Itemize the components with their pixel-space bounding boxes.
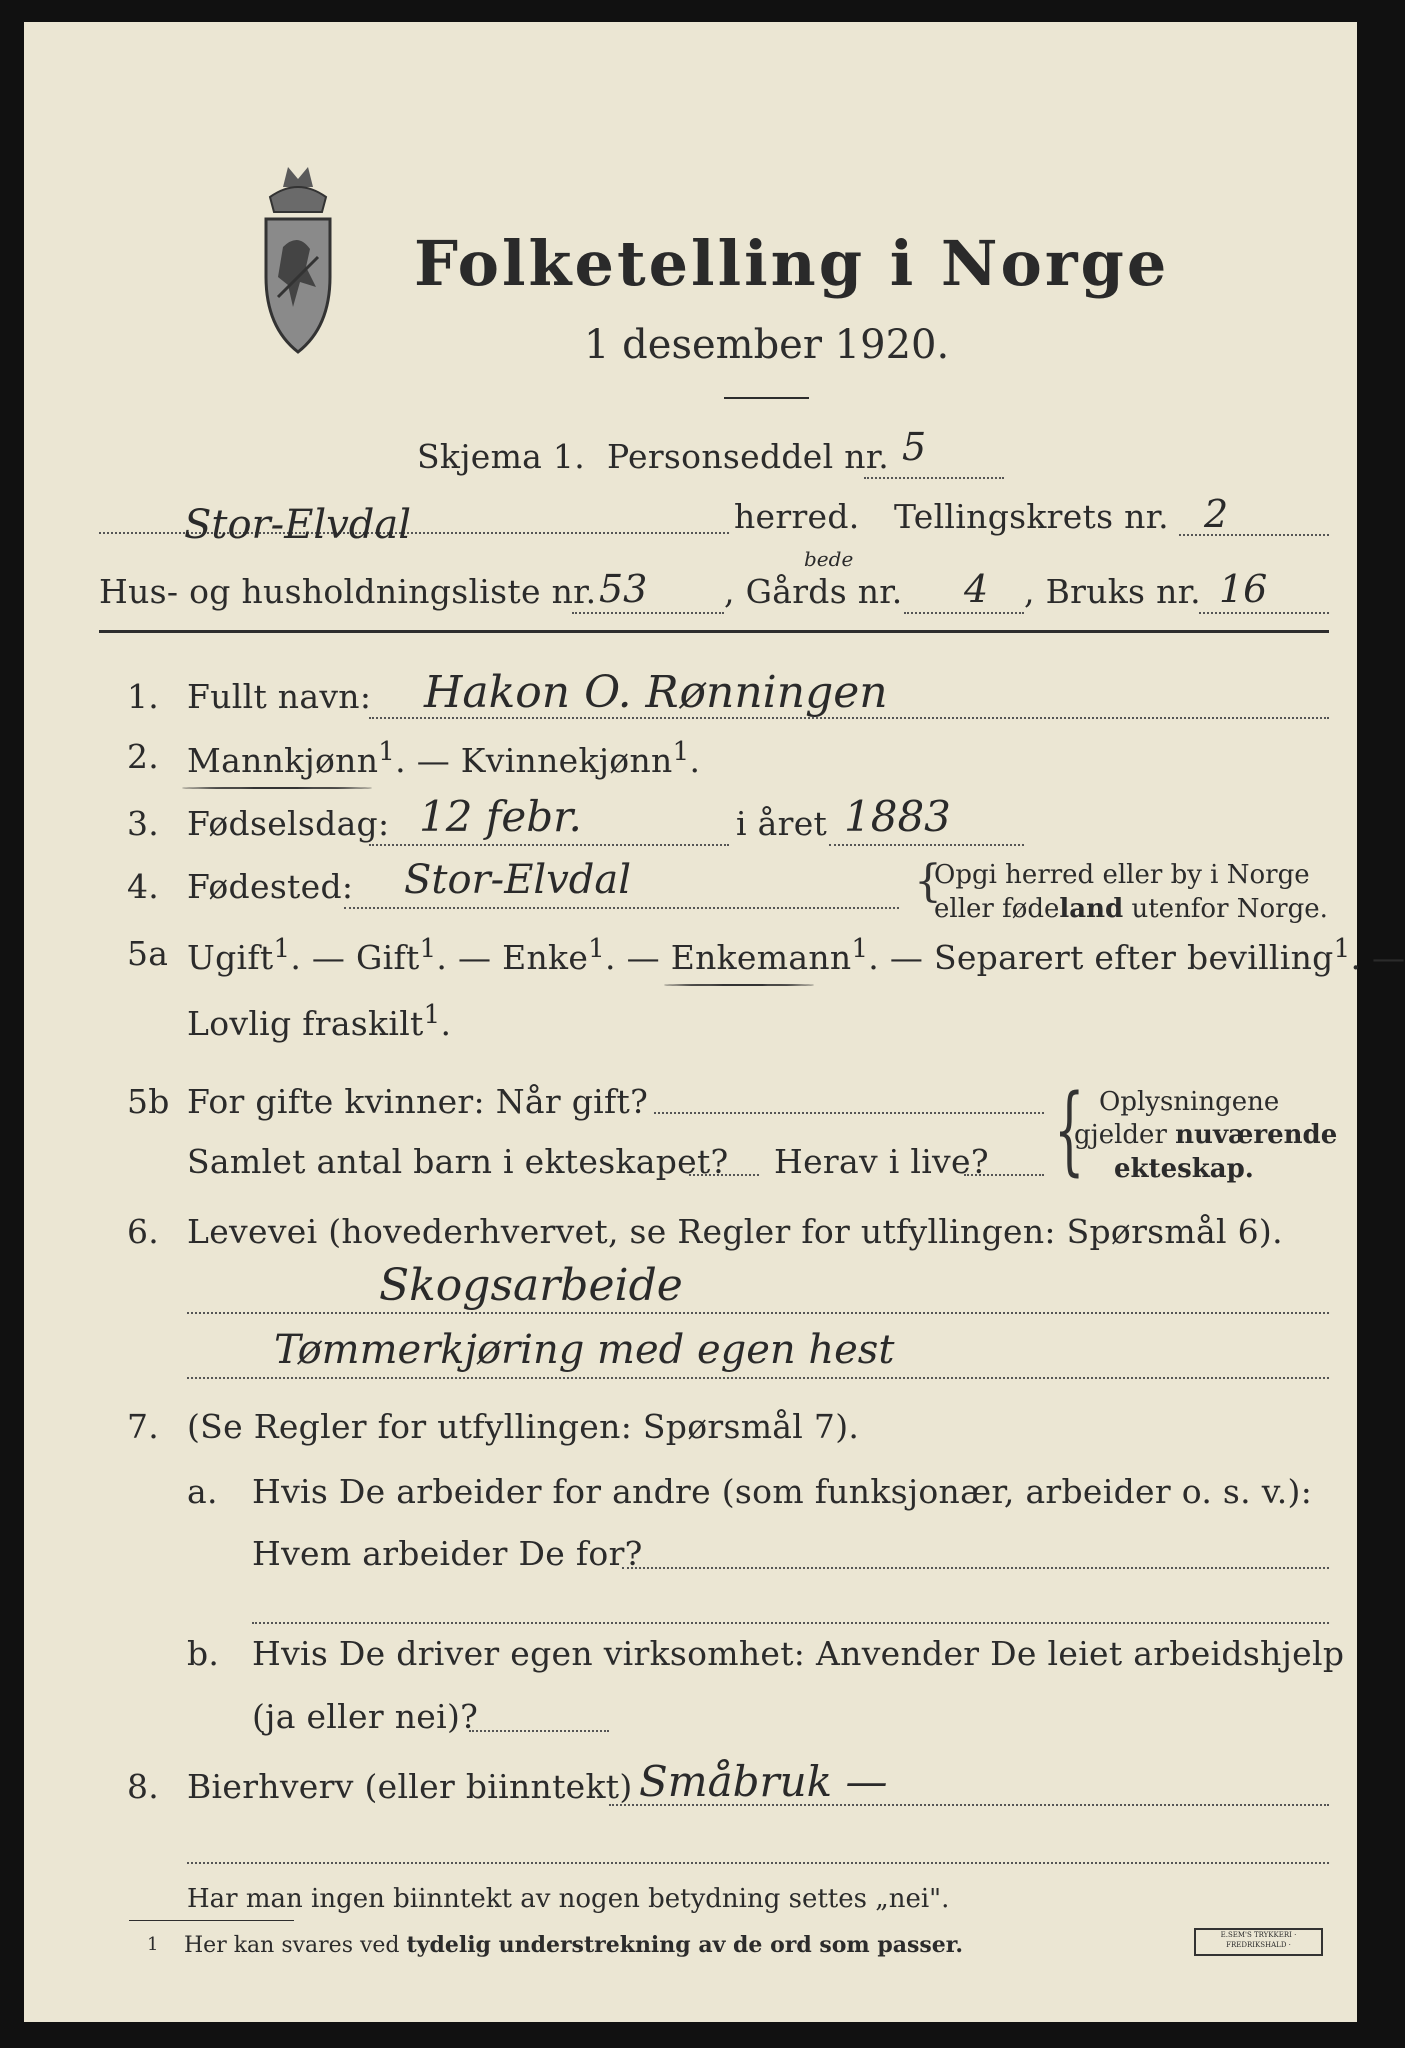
q1-number: 1. — [127, 677, 160, 716]
footnote-mark: 1 — [147, 1934, 159, 1955]
q6-occupation-value2[interactable]: Tømmerkjøring med egen hest — [274, 1327, 895, 1373]
bruks-value[interactable]: 16 — [1219, 567, 1268, 611]
footnote-text: Her kan svares ved tydelig understrekning av de ord som passer. — [184, 1932, 964, 1958]
q5a-marital-line: Ugift$^1$. — Gift$^1$. — Enke$^1$. — Enkemann$^1$. — Separert efter bevilling$^1$. — — [187, 934, 1405, 977]
q7a-line2: Hvem arbeider De for? — [252, 1534, 643, 1573]
q7b-answer-field[interactable] — [469, 1730, 609, 1732]
q5b-alive-field[interactable] — [964, 1174, 1044, 1176]
herred-label: herred. — [734, 497, 860, 536]
q7-label: (Se Regler for utfyllingen: Spørsmål 7). — [187, 1407, 860, 1446]
q3-label: Fødselsdag: — [187, 804, 390, 843]
gards-note: bede — [804, 547, 854, 571]
q7b-line1: Hvis De driver egen virksomhet: Anvender De leiet arbeidshjelp — [252, 1634, 1345, 1673]
personseddel-label: Personseddel nr. — [607, 437, 890, 476]
q2-gender-line: Mannkjønn$^1$. — Kvinnekjønn$^1$. — [187, 737, 701, 780]
gender-female[interactable]: Kvinnekjønn — [460, 741, 673, 780]
q1-label: Fullt navn: — [187, 677, 372, 716]
q7-number: 7. — [127, 1407, 160, 1446]
q8-side-income-value[interactable]: Småbruk — — [639, 1757, 888, 1806]
q4-note-line1: Opgi herred eller by i Norge — [934, 860, 1310, 890]
q5b-label-married-when: For gifte kvinner: Når gift? — [187, 1082, 649, 1121]
q6-label: Levevei (hovederhvervet, se Regler for utfyllingen: Spørsmål 6). — [187, 1212, 1283, 1251]
schema-label: Skjema 1. — [417, 437, 586, 476]
norway-coat-of-arms-icon — [248, 157, 348, 357]
form-date: 1 desember 1920. — [584, 322, 950, 368]
marital-enkemann[interactable]: Enkemann — [670, 938, 852, 977]
footnote-rule — [129, 1920, 294, 1921]
liste-label: Hus- og husholdningsliste nr. — [99, 572, 597, 611]
tellingskrets-label: Tellingskrets nr. — [894, 497, 1169, 536]
q2-number: 2. — [127, 737, 160, 776]
personseddel-value[interactable]: 5 — [902, 425, 927, 469]
q5b-label-alive: Herav i live? — [774, 1142, 989, 1181]
q3-birthday-value[interactable]: 12 febr. — [419, 792, 582, 841]
q4-birthplace-value[interactable]: Stor-Elvdal — [404, 857, 632, 903]
q7a-line1: Hvis De arbeider for andre (som funksjonær, arbeider o. s. v.): — [252, 1472, 1313, 1511]
q5b-note-line1: Oplysningene — [1099, 1087, 1280, 1117]
liste-value[interactable]: 53 — [599, 567, 648, 611]
q5a-number: 5a — [127, 934, 169, 973]
q5b-number: 5b — [127, 1082, 170, 1121]
enkemann-underline-mark — [664, 984, 814, 986]
q6-number: 6. — [127, 1212, 160, 1251]
q7a-letter: a. — [187, 1472, 218, 1511]
marital-gift[interactable]: . — Gift — [290, 938, 420, 977]
marital-fraskilt[interactable]: Lovlig fraskilt — [187, 1004, 424, 1043]
form-title: Folketelling i Norge — [414, 227, 1170, 300]
q5b-children-field[interactable] — [689, 1174, 759, 1176]
gards-label: , Gårds nr. — [724, 572, 903, 611]
q7a-employer-field[interactable] — [622, 1567, 1329, 1569]
q8-number: 8. — [127, 1767, 160, 1806]
q4-brace: { — [914, 856, 942, 907]
q8-label: Bierhverv (eller biinntekt) — [187, 1767, 633, 1806]
gards-value[interactable]: 4 — [964, 567, 989, 611]
bruks-label: , Bruks nr. — [1024, 572, 1201, 611]
male-underline-mark — [182, 787, 372, 789]
q5b-note-line3: ekteskap. — [1114, 1154, 1254, 1184]
q7a-employer-field-2[interactable] — [252, 1622, 1329, 1624]
q3-year-value[interactable]: 1883 — [844, 792, 951, 841]
herred-value[interactable]: Stor-Elvdal — [184, 502, 412, 548]
q5b-note-line2: gjelder nuværende — [1074, 1120, 1338, 1150]
marital-enke[interactable]: . — Enke — [436, 938, 589, 977]
q3-year-label: i året — [736, 804, 828, 843]
printer-stamp: E.SEM'S TRYKKERI · FREDRIKSHALD · — [1194, 1928, 1323, 1956]
q4-number: 4. — [127, 867, 160, 906]
q5b-married-when-field[interactable] — [654, 1112, 1044, 1114]
q1-full-name-value[interactable]: Hakon O. Rønningen — [424, 667, 888, 718]
q5a-line2: Lovlig fraskilt$^1$. — [187, 1000, 452, 1043]
q6-occupation-value1[interactable]: Skogsarbeide — [379, 1260, 683, 1311]
q5b-brace: { — [1054, 1074, 1085, 1186]
title-divider — [724, 397, 809, 399]
footer-note: Har man ingen biinntekt av nogen betydning settes „nei". — [187, 1884, 950, 1914]
gender-male[interactable]: Mannkjønn — [187, 741, 379, 780]
q7b-letter: b. — [187, 1634, 220, 1673]
q4-label: Fødested: — [187, 867, 354, 906]
header-rule — [99, 630, 1329, 633]
marital-ugift[interactable]: Ugift — [187, 938, 274, 977]
q5b-label-children: Samlet antal barn i ekteskapet? — [187, 1142, 729, 1181]
tellingskrets-value[interactable]: 2 — [1204, 492, 1229, 536]
marital-separert[interactable]: . — Separert efter bevilling — [868, 938, 1334, 977]
q3-number: 3. — [127, 804, 160, 843]
census-form — [24, 22, 1405, 2022]
q4-note-line2: eller fødeland utenfor Norge. — [934, 894, 1328, 924]
q7b-line2: (ja eller nei)? — [252, 1697, 479, 1736]
